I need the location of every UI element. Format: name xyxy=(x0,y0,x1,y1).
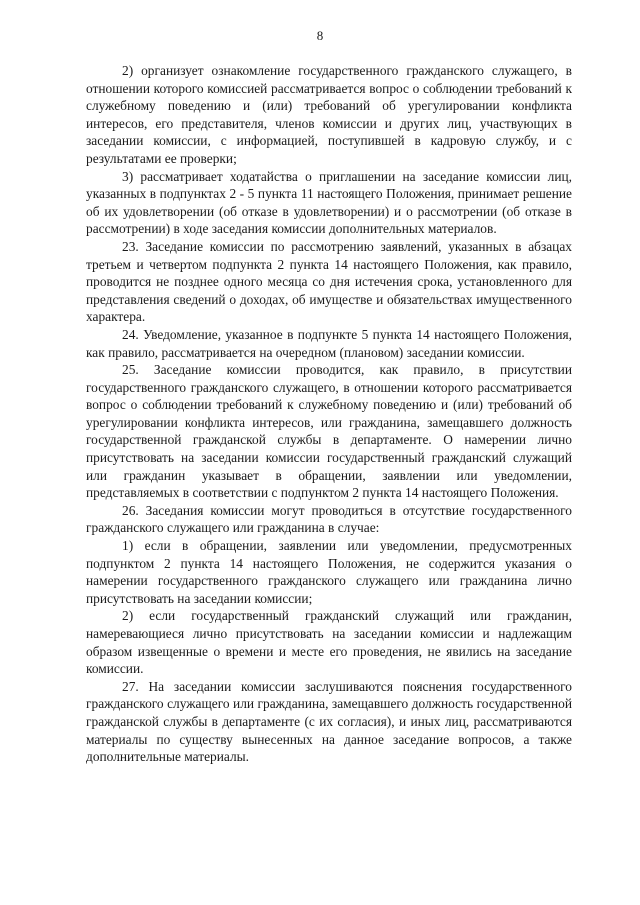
document-body xyxy=(86,62,572,766)
paragraph-27: 27. На заседании комиссии заслушиваются пояснения государственного гражданского служащего или гражданина, замещавшего должность государственной гражданской службы в департаменте (с их согласия), и иных лиц, рассматриваются материалы по существу вынесенных на данное заседание вопросов, а также дополнительные материалы. xyxy=(86,678,572,765)
paragraph-26-1: 1) если в обращении, заявлении или уведомлении, предусмотренных подпунктом 2 пункта 14 настоящего Положения, не содержится указания о намерении государственного гражданского служащего или гражданина лично присутствовать на заседании комиссии; xyxy=(86,538,572,606)
paragraph-23: 23. Заседание комиссии по рассмотрению заявлений, указанных в абзацах третьем и четвертом подпункта 2 пункта 14 настоящего Положения, как правило, проводится не позднее одного месяца со дня истечения срока, установленного для представления сведений о доходах, об имуществе и обязательствах имущественного характера. xyxy=(86,238,572,325)
paragraph-22-3: 3) рассматривает ходатайства о приглашении на заседание комиссии лиц, указанных в подпунктах 2 - 5 пункта 11 настоящего Положения, принимает решение об их удовлетворении (об отказе в удовлетворении) и о рассмотрении (об отказе в рассмотрении) в ходе заседания комиссии дополнительных материалов. xyxy=(86,168,572,237)
paragraph-25: 25. Заседание комиссии проводится, как правило, в присутствии государственного гражданского служащего, в отношении которого рассматривается вопрос о соблюдении требований к служебному поведению и (или) требований об урегулировании конфликта интересов, или гражданина, замещавшего должность государственной гражданской службы в департаменте. О намерении лично присутствовать на заседании комиссии государственный гражданский служащий или гражданин указывает в обращении, заявлении или уведомлении, представляемых в соответствии с подпунктом 2 пункта 14 настоящего Положения. xyxy=(86,362,572,501)
page-number: 8 xyxy=(316,28,324,43)
paragraph-26: 26. Заседания комиссии могут проводиться в отсутствие государственного гражданского служащего или гражданина в случае: xyxy=(86,502,572,536)
paragraph-26-2: 2) если государственный гражданский служащий или гражданин, намеревающиеся лично присутствовать на заседании комиссии и надлежащим образом извещенные о времени и месте его проведения, не явились на заседание комиссии. xyxy=(86,608,572,677)
paragraph-22-2: 2) организует ознакомление государственного гражданского служащего, в отношении которого комиссией рассматривается вопрос о соблюдении требований к служебному поведению и (или) требований об урегулировании конфликта интересов, его представителя, членов комиссии и других лиц, участвующих в заседании комиссии, с информацией, поступившей в кадровую службу, и с результатами ее проверки; xyxy=(86,63,572,166)
paragraph-24: 24. Уведомление, указанное в подпункте 5 пункта 14 настоящего Положения, как правило, рассматривается на очередном (плановом) заседании комиссии. xyxy=(86,326,572,360)
